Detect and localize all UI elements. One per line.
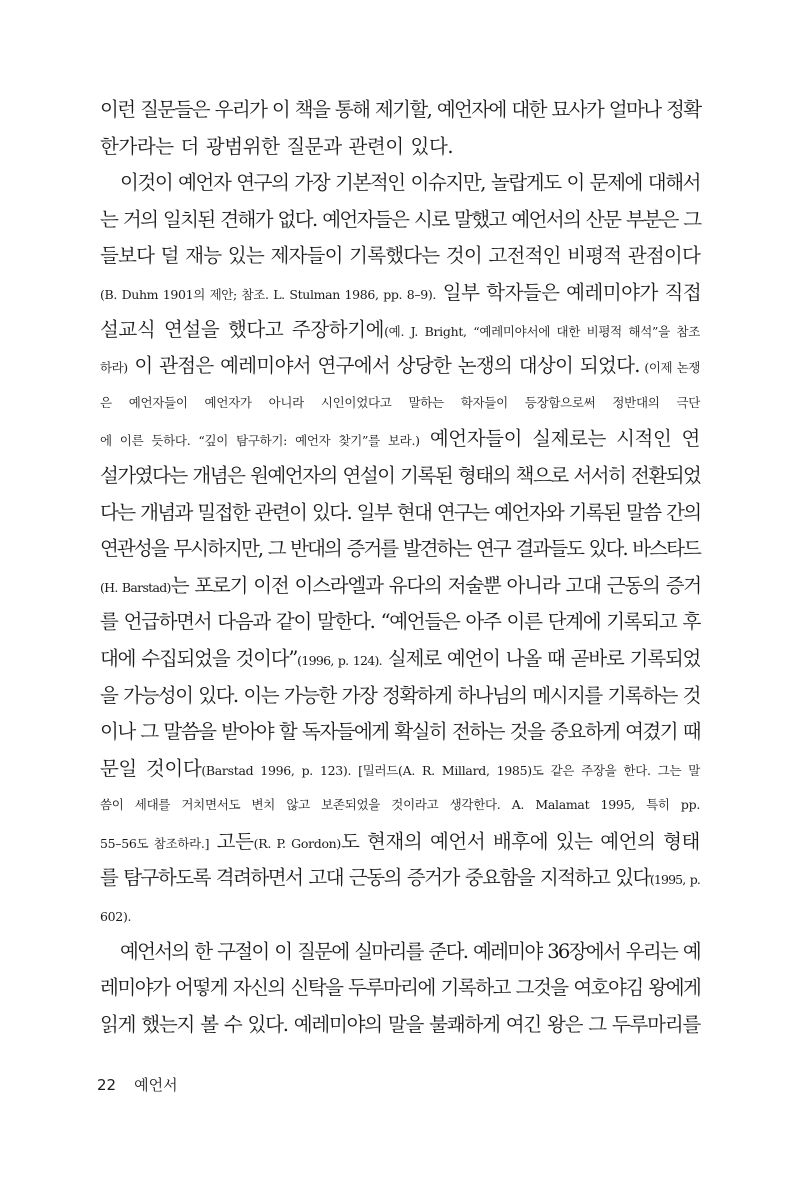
citation-bright: (예. J. Bright, “예레미야서에 대한 비평적 해석”을 참조 <box>384 323 701 339</box>
paragraph-2-line-4: (B. Duhm 1901의 제안; 참조. L. Stulman 1986, pp. 8–9). 일부 학자들은 예레미야가 직접 <box>100 280 702 304</box>
paragraph-3-line-1: 예언서의 한 구절이 이 질문에 실마리를 준다. 예레미야 36장에서 우리는 예 <box>120 939 700 963</box>
paragraph-2-line-8: 에 이른 듯하다. “깊이 탐구하기: 예언자 찾기”를 보라.) 예언자들이 실제로는 시적인 연 <box>100 427 700 451</box>
paragraph-2-line-5: 설교식 연설을 했다고 주장하기에(예. J. Bright, “예레미야서에 대한 비평적 해석”을 참조 <box>100 317 701 341</box>
paragraph-3-line-2: 레미야가 어떻게 자신의 신탁을 두루마리에 기록하고 그것을 여호야김 왕에게 <box>100 976 701 1000</box>
running-title: 예언서 <box>134 1076 178 1094</box>
paragraph-2-line-19: 55–56도 참조하라.] 고든(R. P. Gordon)도 현재의 예언서 배후에 있는 예언의 형태 <box>100 829 700 853</box>
paragraph-2-line-11: 연관성을 무시하지만, 그 반대의 증거를 발견하는 연구 결과들도 있다. 바스타드 <box>100 537 700 561</box>
paragraph-2-line-7: 은 예언자들이 예언자가 아니라 시인이었다고 말하는 학자들이 등장함으로써 정반대의 극단 <box>100 394 700 410</box>
citation-duhm: (B. Duhm 1901의 제안; 참조. L. Stulman 1986, pp. 8–9). <box>100 286 437 302</box>
paragraph-2-line-10: 다는 개념과 밀접한 관련이 있다. 일부 현대 연구는 예언자와 기록된 말씀 간의 <box>100 500 701 524</box>
paragraph-2-line-12: (H. Barstad)는 포로기 이전 이스라엘과 유다의 저술뿐 아니라 고대 근동의 증거 <box>100 573 701 597</box>
paragraph-1-line-2: 한가라는 더 광범위한 질문과 관련이 있다. <box>100 134 454 158</box>
paragraph-2-line-21: 602). <box>100 909 132 925</box>
paragraph-2-line-2: 는 거의 일치된 견해가 없다. 예언자들은 시로 말했고 예언서의 산문 부분은 그 <box>100 207 701 231</box>
paragraph-2-line-16: 이나 그 말씀을 받아야 할 독자들에게 확실히 전하는 것을 중요하게 여겼기 때 <box>100 720 701 744</box>
paragraph-2-line-3: 들보다 덜 재능 있는 제자들이 기록했다는 것이 고전적인 비평적 관점이다 <box>100 244 700 268</box>
paragraph-2-line-13: 를 언급하면서 다음과 같이 말한다. “예언들은 아주 이른 단계에 기록되고 후 <box>100 610 700 634</box>
paragraph-3-line-3: 읽게 했는지 볼 수 있다. 예레미야의 말을 불쾌하게 여긴 왕은 그 두루마리를 <box>100 1012 701 1036</box>
paragraph-2-line-6: 하라) 이 관점은 예레미야서 연구에서 상당한 논쟁의 대상이 되었다. (이제 논쟁 <box>100 354 700 378</box>
page-number: 22 <box>97 1076 117 1094</box>
paragraph-2-line-20: 를 탐구하도록 격려하면서 고대 근동의 증거가 중요함을 지적하고 있다(1995, p. <box>100 866 700 890</box>
paragraph-2-line-1: 이것이 예언자 연구의 가장 기본적인 이슈지만, 놀랍게도 이 문제에 대해서 <box>120 171 701 195</box>
paragraph-2-line-18: 씀이 세대를 거치면서도 변치 않고 보존되었을 것이라고 생각한다. A. Malamat 1995, 특히 pp. <box>100 797 700 813</box>
paragraph-1-line-1: 이런 질문들은 우리가 이 책을 통해 제기할, 예언자에 대한 묘사가 얼마나 정확 <box>100 98 701 121</box>
paragraph-2-line-14: 대에 수집되었을 것이다”(1996, p. 124). 실제로 예언이 나올 때 곧바로 기록되었 <box>100 646 701 670</box>
page-footer <box>97 1074 178 1095</box>
paragraph-2-line-17: 문일 것이다(Barstad 1996, p. 123). [밀러드(A. R. Millard, 1985)도 같은 주장을 한다. 그는 말 <box>100 756 701 780</box>
citation-barstad: (H. Barstad) <box>100 579 171 595</box>
paragraph-2-line-9: 설가였다는 개념은 원예언자의 연설이 기록된 형태의 책으로 서서히 전환되었 <box>100 463 701 487</box>
paragraph-2-line-15: 을 가능성이 있다. 이는 가능한 가장 정확하게 하나님의 메시지를 기록하는 것 <box>100 683 700 707</box>
page-body <box>100 92 700 1043</box>
